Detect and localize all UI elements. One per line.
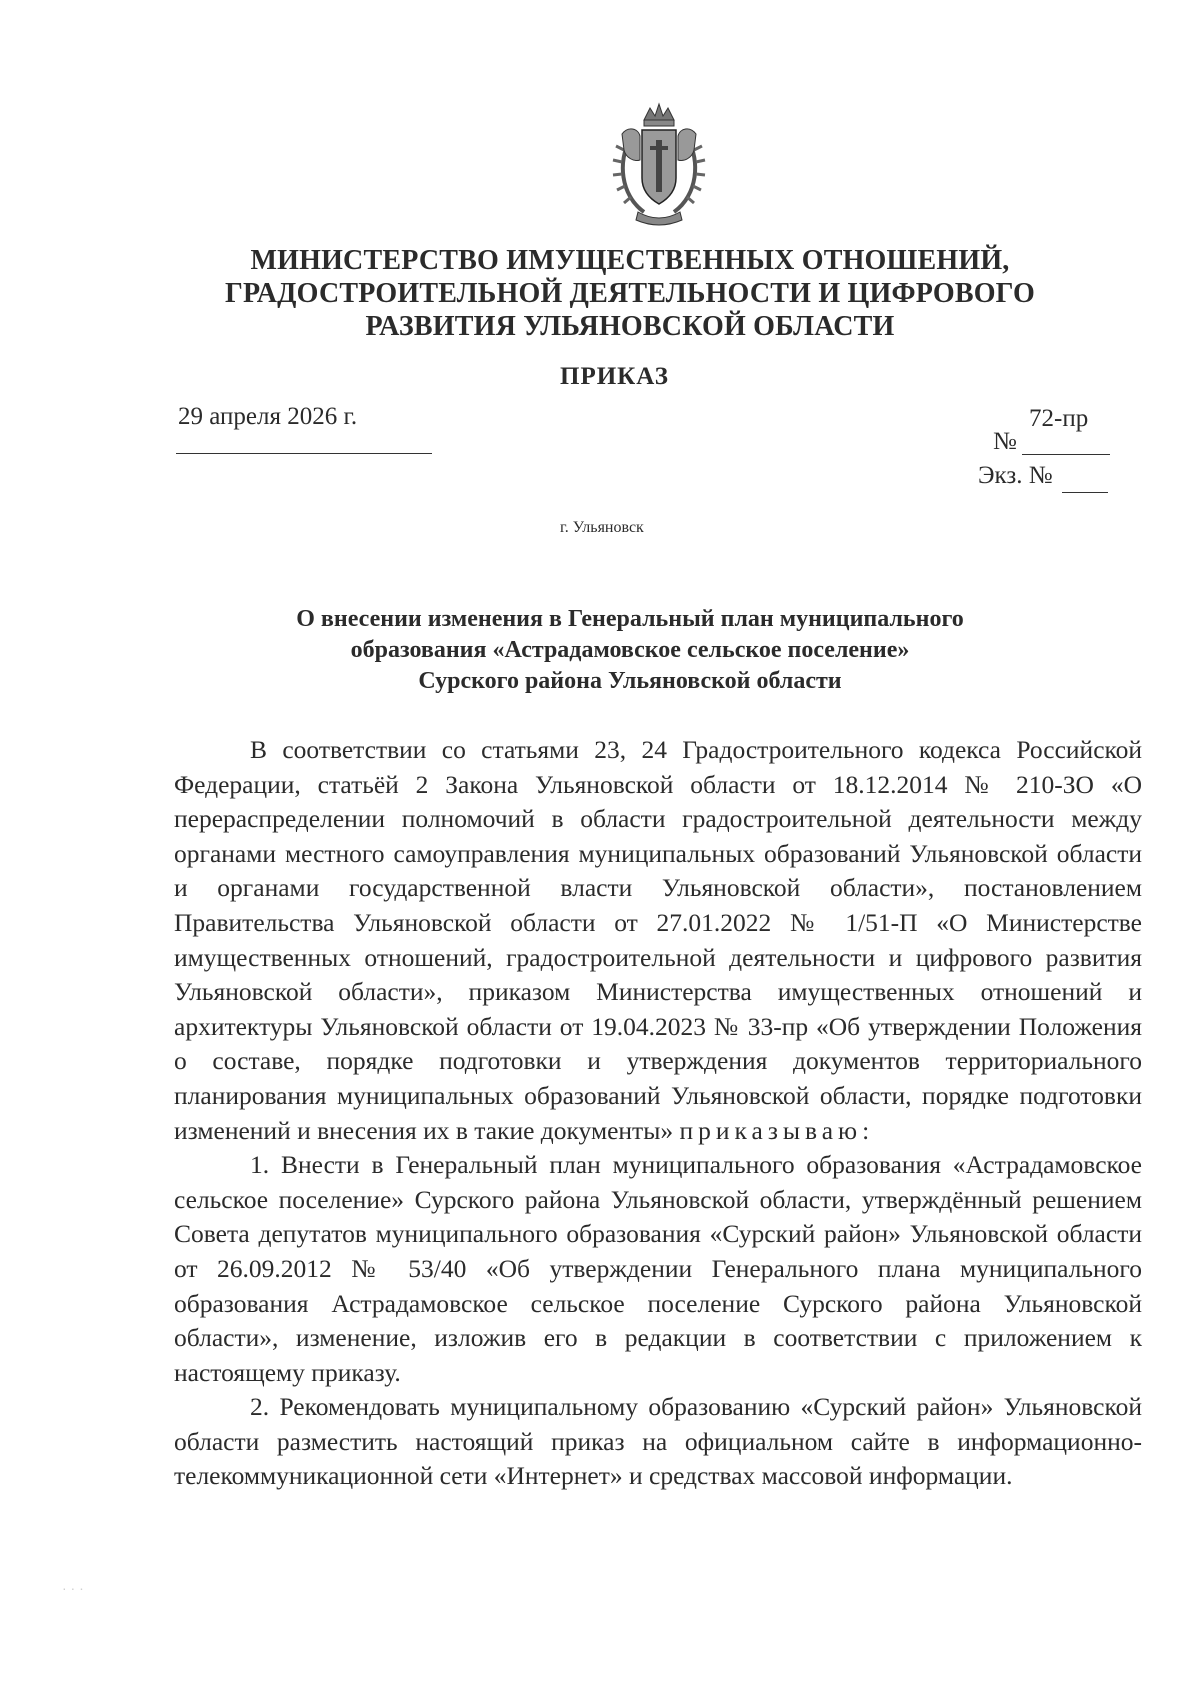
document-subject xyxy=(200,604,1060,697)
preamble-paragraph xyxy=(174,733,1142,1148)
subject-line: О внесении изменения в Генеральный план муниципального xyxy=(296,606,964,632)
item-2-paragraph: 2. Рекомендовать муниципальному образованию «Сурский район» Ульяновской области разместить настоящий приказ на официальном сайте в информационно-телекоммуникационной сети «Интернет» и средствах массовой информации. xyxy=(174,1392,1142,1491)
preamble-text: В соответствии со статьями 23, 24 Градостроительного кодекса Российской Федерации, статьёй 2 Закона Ульяновской области от 18.12.2014 № 210-ЗО «О перераспределении полномочий в области градостроительной деятельности между органами местного самоуправления муниципальных образований Ульяновской области и органами государственной власти Ульяновской области», постановлением Правительства Ульяновской области от 27.01.2022 № 1/51-П «О Министерстве имущественных отношений, градостроительной деятельности и цифрового развития Ульяновской области», приказом Министерства имущественных отношений и архитектуры Ульяновской области от 19.04.2023 № 33-пр «Об утверждении Положения о составе, порядке подготовки и утверждения документов территориального планирования муниципальных образований Ульяновской области, порядке подготовки изменений и внесения их в такие документы» xyxy=(174,735,1142,1145)
copy-number-label: Экз. № xyxy=(978,462,1053,489)
number-label: № xyxy=(993,428,1017,455)
document-date: 29 апреля 2026 г. xyxy=(178,403,358,430)
copy-number-underline xyxy=(1062,492,1108,493)
subject-line: образования «Астрадамовское сельское поселение» xyxy=(350,637,910,663)
order-word: приказываю: xyxy=(679,1115,875,1145)
scan-artifact: · · · xyxy=(62,1580,84,1596)
document-number: 72-пр xyxy=(1029,405,1089,432)
ministry-line: РАЗВИТИЯ УЛЬЯНОВСКОЙ ОБЛАСТИ xyxy=(365,311,895,342)
ministry-line: ГРАДОСТРОИТЕЛЬНОЙ ДЕЯТЕЛЬНОСТИ И ЦИФРОВОГО xyxy=(225,278,1035,309)
subject-line: Сурского района Ульяновской области xyxy=(418,668,842,694)
document-type: ПРИКАЗ xyxy=(560,363,669,390)
document-body xyxy=(174,733,1142,1494)
item-1-paragraph: 1. Внести в Генеральный план муниципального образования «Астрадамовское сельское поселение» Сурского района Ульяновской области, утверждённый решением Совета депутатов муниципального образования «Сурский район» Ульяновской области от 26.09.2012 № 53/40 «Об утверждении Генерального плана муниципального образования Астрадамовское сельское поселение Сурского района Ульяновской области», изменение, изложив его в редакции в соответствии с приложением к настоящему приказу. xyxy=(174,1150,1142,1387)
ministry-name xyxy=(200,244,1060,343)
ministry-line: МИНИСТЕРСТВО ИМУЩЕСТВЕННЫХ ОТНОШЕНИЙ, xyxy=(250,245,1010,276)
city: г. Ульяновск xyxy=(560,519,644,536)
number-underline xyxy=(1022,454,1110,455)
date-underline xyxy=(176,453,432,454)
coat-of-arms-icon xyxy=(600,100,718,230)
